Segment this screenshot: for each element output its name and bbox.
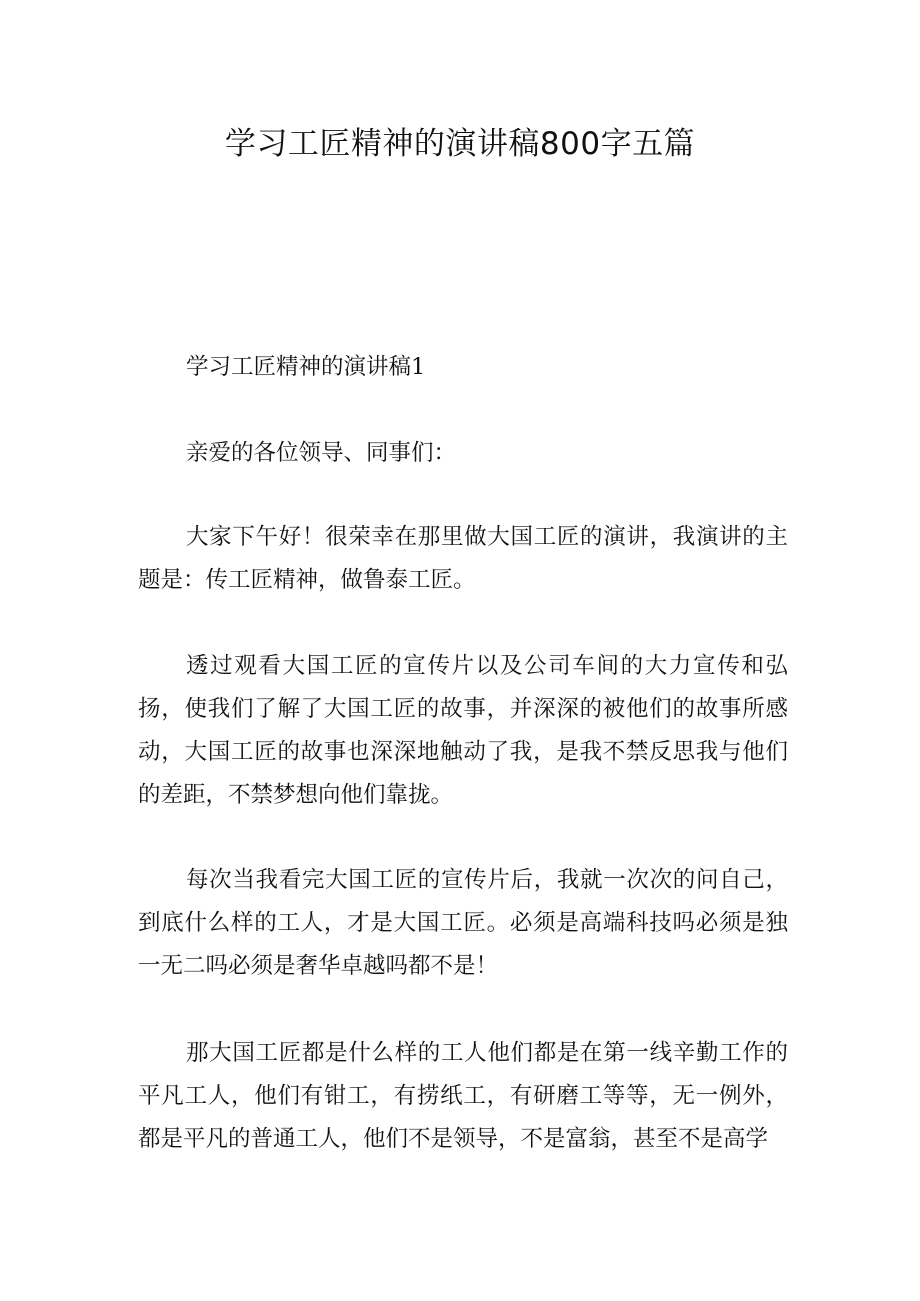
section-heading: 学习工匠精神的演讲稿1 [186,354,426,380]
paragraph-1: 大家下午好！很荣幸在那里做大国工匠的演讲，我演讲的主题是：传工匠精神，做鲁泰工匠。 [138,524,788,593]
paragraph-3: 每次当我看完大国工匠的宣传片后，我就一次次的问自己，到底什么样的工人，才是大国工匠。必须是高端科技吗必须是独一无二吗必须是奢华卓越吗都不是！ [138,867,788,979]
document-title: 学习工匠精神的演讲稿800字五篇 [224,126,696,162]
paragraph-2: 透过观看大国工匠的宣传片以及公司车间的大力宣传和弘扬，使我们了解了大国工匠的故事，并深深的被他们的故事所感动，大国工匠的故事也深深地触动了我，是我不禁反思我与他们的差距，不禁梦想向他们靠拢。 [138,653,788,808]
paragraph-4: 那大国工匠都是什么样的工人他们都是在第一线辛勤工作的平凡工人，他们有钳工，有捞纸工，有研磨工等等，无一例外，都是平凡的普通工人，他们不是领导，不是富翁，甚至不是高学 [138,1040,788,1152]
salutation: 亲爱的各位领导、同事们： [186,440,457,466]
